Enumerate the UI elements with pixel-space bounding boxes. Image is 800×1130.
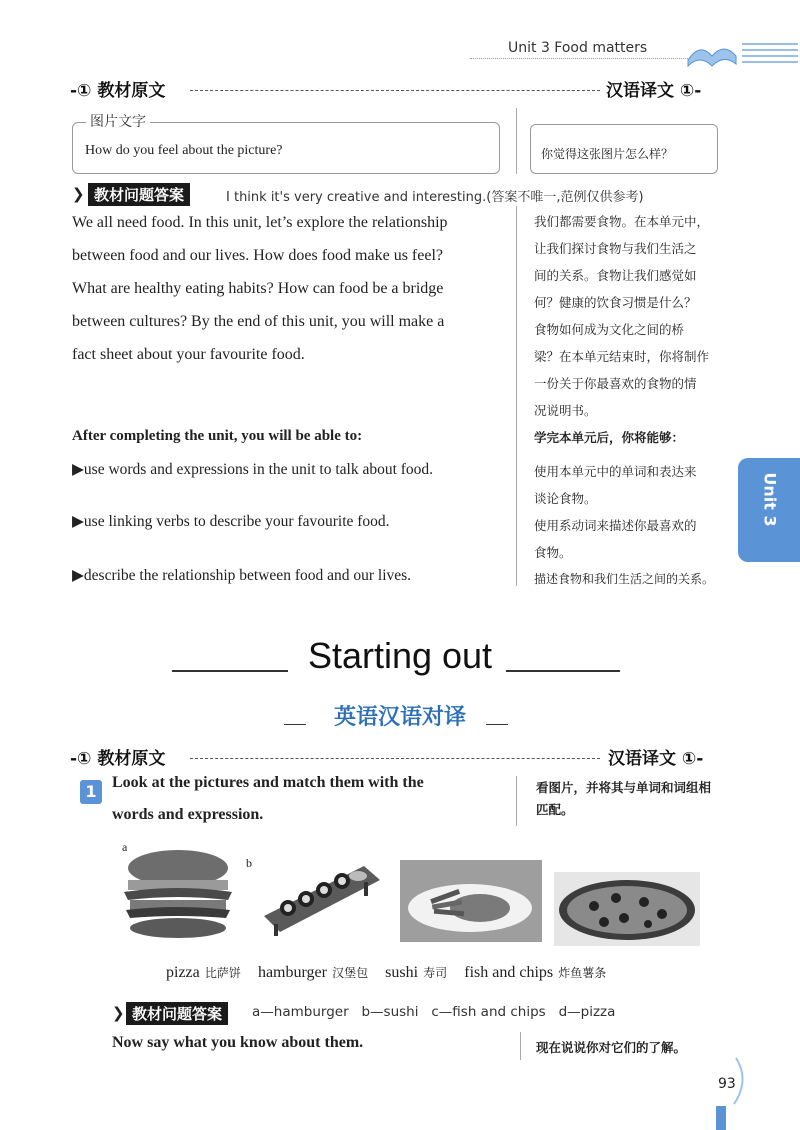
unit-header: Unit 3 Food matters: [508, 40, 648, 56]
vocab-zh: 比萨饼: [204, 966, 241, 980]
answer-arrow-icon: ❯: [112, 1004, 125, 1022]
goal-item: ▶describe the relationship between food and our lives.: [72, 567, 412, 584]
intro-zh-line: 何？健康的饮食习惯是什么？: [534, 295, 697, 310]
intro-line: fact sheet about your favourite food.: [72, 346, 305, 363]
vocab-word: fish and chips: [464, 964, 554, 981]
intro-line: What are healthy eating habits? How can food be a bridge: [72, 280, 444, 297]
goal-item: ▶use words and expressions in the unit to talk about food.: [72, 461, 434, 478]
task-instruction: Look at the pictures and match them with the: [112, 774, 424, 791]
image-letter: a: [122, 840, 128, 854]
goal-item: ▶use linking verbs to describe your favourite food.: [72, 513, 390, 530]
goal-item-zh: 食物。: [534, 545, 572, 560]
vocab-zh: 寿司: [423, 966, 448, 980]
vocab-list: [166, 962, 666, 982]
goal-item-zh: 描述食物和我们生活之间的关系。: [534, 572, 715, 586]
task-number-badge: 1: [80, 780, 102, 804]
intro-line: between food and our lives. How does food make us feel?: [72, 247, 443, 264]
answer-text: a—hamburger b—sushi c—fish and chips d—pizza: [252, 1004, 616, 1020]
goal-item-zh: 谈论食物。: [534, 491, 597, 506]
hamburger-image: [120, 848, 236, 940]
answer-text: I think it's very creative and interesting.(答案不唯一,范例仅供参考): [226, 190, 644, 205]
section-left-label: -① 教材原文: [70, 749, 166, 769]
intro-zh-line: 让我们探讨食物与我们生活之: [534, 241, 697, 256]
sushi-image: [254, 846, 384, 938]
vocab-word: pizza: [166, 964, 200, 981]
section-left-label: -① 教材原文: [70, 81, 166, 101]
section-title: Starting out: [307, 635, 493, 676]
header-rule: [470, 58, 690, 59]
goals-heading: After completing the unit, you will be able to:: [72, 428, 363, 444]
section-right-label: 汉语译文 ①-: [606, 81, 702, 101]
intro-zh-line: 食物如何成为文化之间的桥: [534, 322, 685, 337]
intro-line: between cultures? By the end of this unit, you will make a: [72, 313, 445, 330]
vocab-word: sushi: [385, 964, 419, 981]
picture-translation-box: [530, 124, 718, 174]
vocab-word: hamburger: [257, 964, 327, 981]
goal-item-zh: 使用系动词来描述你最喜欢的: [534, 518, 697, 533]
task-instruction: words and expression.: [112, 806, 264, 823]
book-icon: [680, 32, 800, 72]
column-divider: [516, 206, 517, 586]
column-divider: [516, 776, 517, 826]
picture-question-zh: 你觉得这张图片怎么样？: [541, 147, 674, 161]
task-instruction-zh: 看图片，并将其与单词和词组相: [536, 780, 712, 795]
answer-tag: 教材问题答案: [126, 1002, 228, 1025]
section-right-label: 汉语译文 ①-: [608, 749, 704, 769]
goal-item-zh: 使用本单元中的单词和表达来: [534, 464, 697, 479]
unit-side-tab-label: Unit 3: [760, 472, 780, 527]
intro-zh-line: 梁？在本单元结束时，你将制作: [534, 349, 710, 364]
intro-line: We all need food. In this unit, let’s explore the relationship: [72, 214, 448, 231]
picture-question: How do you feel about the picture?: [85, 143, 283, 158]
section-divider: [190, 758, 600, 759]
task-instruction-zh: 匹配。: [536, 802, 574, 817]
pizza-image: [554, 872, 700, 946]
page-corner-decoration: [690, 1054, 750, 1130]
task-instruction-zh: 现在说说你对它们的了解。: [536, 1040, 687, 1055]
column-divider: [516, 108, 517, 174]
intro-translation: [534, 208, 734, 424]
page-number: 93: [718, 1076, 736, 1092]
section-subtitle: 英语汉语对译: [333, 705, 466, 730]
section-divider: [190, 90, 600, 91]
vocab-zh: 炸鱼薯条: [558, 966, 607, 980]
picture-tag: 图片文字: [86, 111, 150, 131]
answer-tag: 教材问题答案: [88, 183, 190, 206]
goals-heading-zh: 学完本单元后，你将能够：: [534, 430, 685, 445]
fish-and-chips-image: [400, 860, 542, 942]
vocab-zh: 汉堡包: [332, 966, 369, 980]
intro-zh-line: 我们都需要食物。在本单元中，: [534, 214, 710, 229]
title-line-right: [506, 670, 620, 672]
column-divider: [520, 1032, 521, 1060]
intro-paragraph: [72, 206, 512, 371]
subtitle-line-right: [486, 724, 508, 725]
image-letter: b: [246, 856, 252, 870]
intro-zh-line: 况说明书。: [534, 403, 597, 418]
answer-arrow-icon: ❯: [72, 185, 85, 203]
task-instruction: Now say what you know about them.: [112, 1034, 364, 1051]
intro-zh-line: 一份关于你最喜欢的食物的情: [534, 376, 697, 391]
intro-zh-line: 间的关系。食物让我们感觉如: [534, 268, 697, 283]
